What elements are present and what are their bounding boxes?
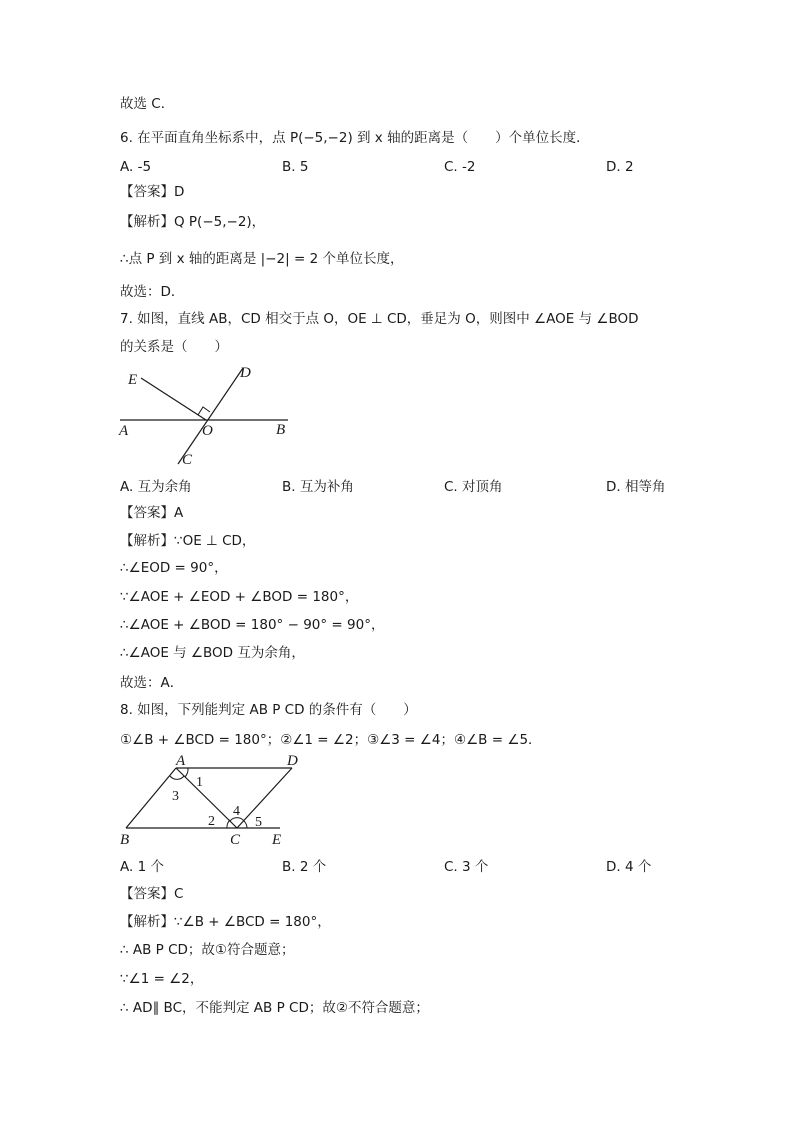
answer-8: 【答案】C [120,886,184,902]
option-c: C. 3 个 [444,859,489,875]
solution-6-line-1: 【解析】Q P(−5,−2)， [120,214,266,230]
option-a: A. 1 个 [120,859,164,875]
solution-8-line-1: 【解析】∵∠B + ∠BCD = 180°， [120,914,331,930]
label-d: D [287,753,298,769]
option-b: B. 互为补角 [282,479,354,495]
label-o: O [202,423,213,439]
angle-arc-3 [170,776,184,779]
question-8-line-2: ①∠B + ∠BCD = 180°；②∠1 = ∠2；③∠3 = ∠4；④∠B = ∠5． [120,732,542,748]
solution-7-line-3: ∵∠AOE + ∠EOD + ∠BOD = 180°， [120,589,359,605]
question-7-line-1: 7. 如图，直线 AB，CD 相交于点 O，OE ⊥ CD，垂足为 O，则图中 ∠AOE 与 ∠BOD [120,311,639,327]
label-b: B [276,422,286,438]
option-b: B. 5 [282,159,309,175]
solution-7-line-6: 故选：A． [120,675,184,691]
solution-7-line-1: 【解析】∵OE ⊥ CD， [120,533,256,549]
figure-q7 [110,360,300,470]
answer-6: 【答案】D [120,184,185,200]
question-6: 6. 在平面直角坐标系中，点 P(−5,−2) 到 x 轴的距离是（ ）个单位长度． [120,130,590,146]
segment-cd [237,768,292,828]
label-e: E [272,832,282,848]
option-a: A. -5 [120,159,152,175]
solution-6-line-3: 故选：D． [120,284,185,300]
question-8-line-1: 8. 如图，下列能判定 AB P CD 的条件有（ ） [120,702,417,718]
solution-8-line-3: ∵∠1 = ∠2， [120,971,204,987]
label-a: A [176,753,186,769]
option-d: D. 相等角 [606,479,666,495]
prev-answer-line: 故选 C． [120,96,175,112]
question-7-line-2: 的关系是（ ） [120,339,228,355]
solution-7-line-2: ∴∠EOD = 90°， [120,560,228,576]
angle-label-3: 3 [172,789,179,804]
ray-oe [141,378,206,420]
right-angle-mark [198,407,210,415]
solution-7-line-4: ∴∠AOE + ∠BOD = 180° − 90° = 90°， [120,617,385,633]
option-c: C. 对顶角 [444,479,503,495]
angle-label-5: 5 [255,815,262,830]
angle-arc-2 [227,820,230,828]
solution-7-line-5: ∴∠AOE 与 ∠BOD 互为余角， [120,645,305,661]
option-d: D. 2 [606,159,634,175]
label-e: E [128,372,138,388]
angle-label-1: 1 [196,775,203,790]
segment-ab [126,768,176,828]
angle-label-4: 4 [233,804,240,819]
line-cd [178,368,243,464]
angle-arc-1 [185,768,188,777]
solution-8-line-2: ∴ AB P CD；故①符合题意； [120,942,295,958]
option-c: C. -2 [444,159,476,175]
figure-q8 [110,752,310,852]
option-b: B. 2 个 [282,859,327,875]
solution-6-line-2: ∴点 P 到 x 轴的距离是 |−2| = 2 个单位长度， [120,251,404,267]
label-c: C [230,832,241,848]
label-b: B [120,832,130,848]
option-d: D. 4 个 [606,859,652,875]
angle-label-2: 2 [208,814,215,829]
label-a: A [119,423,129,439]
option-a: A. 互为余角 [120,479,192,495]
solution-8-line-4: ∴ AD∥ BC，不能判定 AB P CD；故②不符合题意； [120,1000,429,1016]
answer-7: 【答案】A [120,505,184,521]
label-d: D [240,365,251,381]
angle-arc-5 [244,821,247,828]
label-c: C [182,452,193,468]
